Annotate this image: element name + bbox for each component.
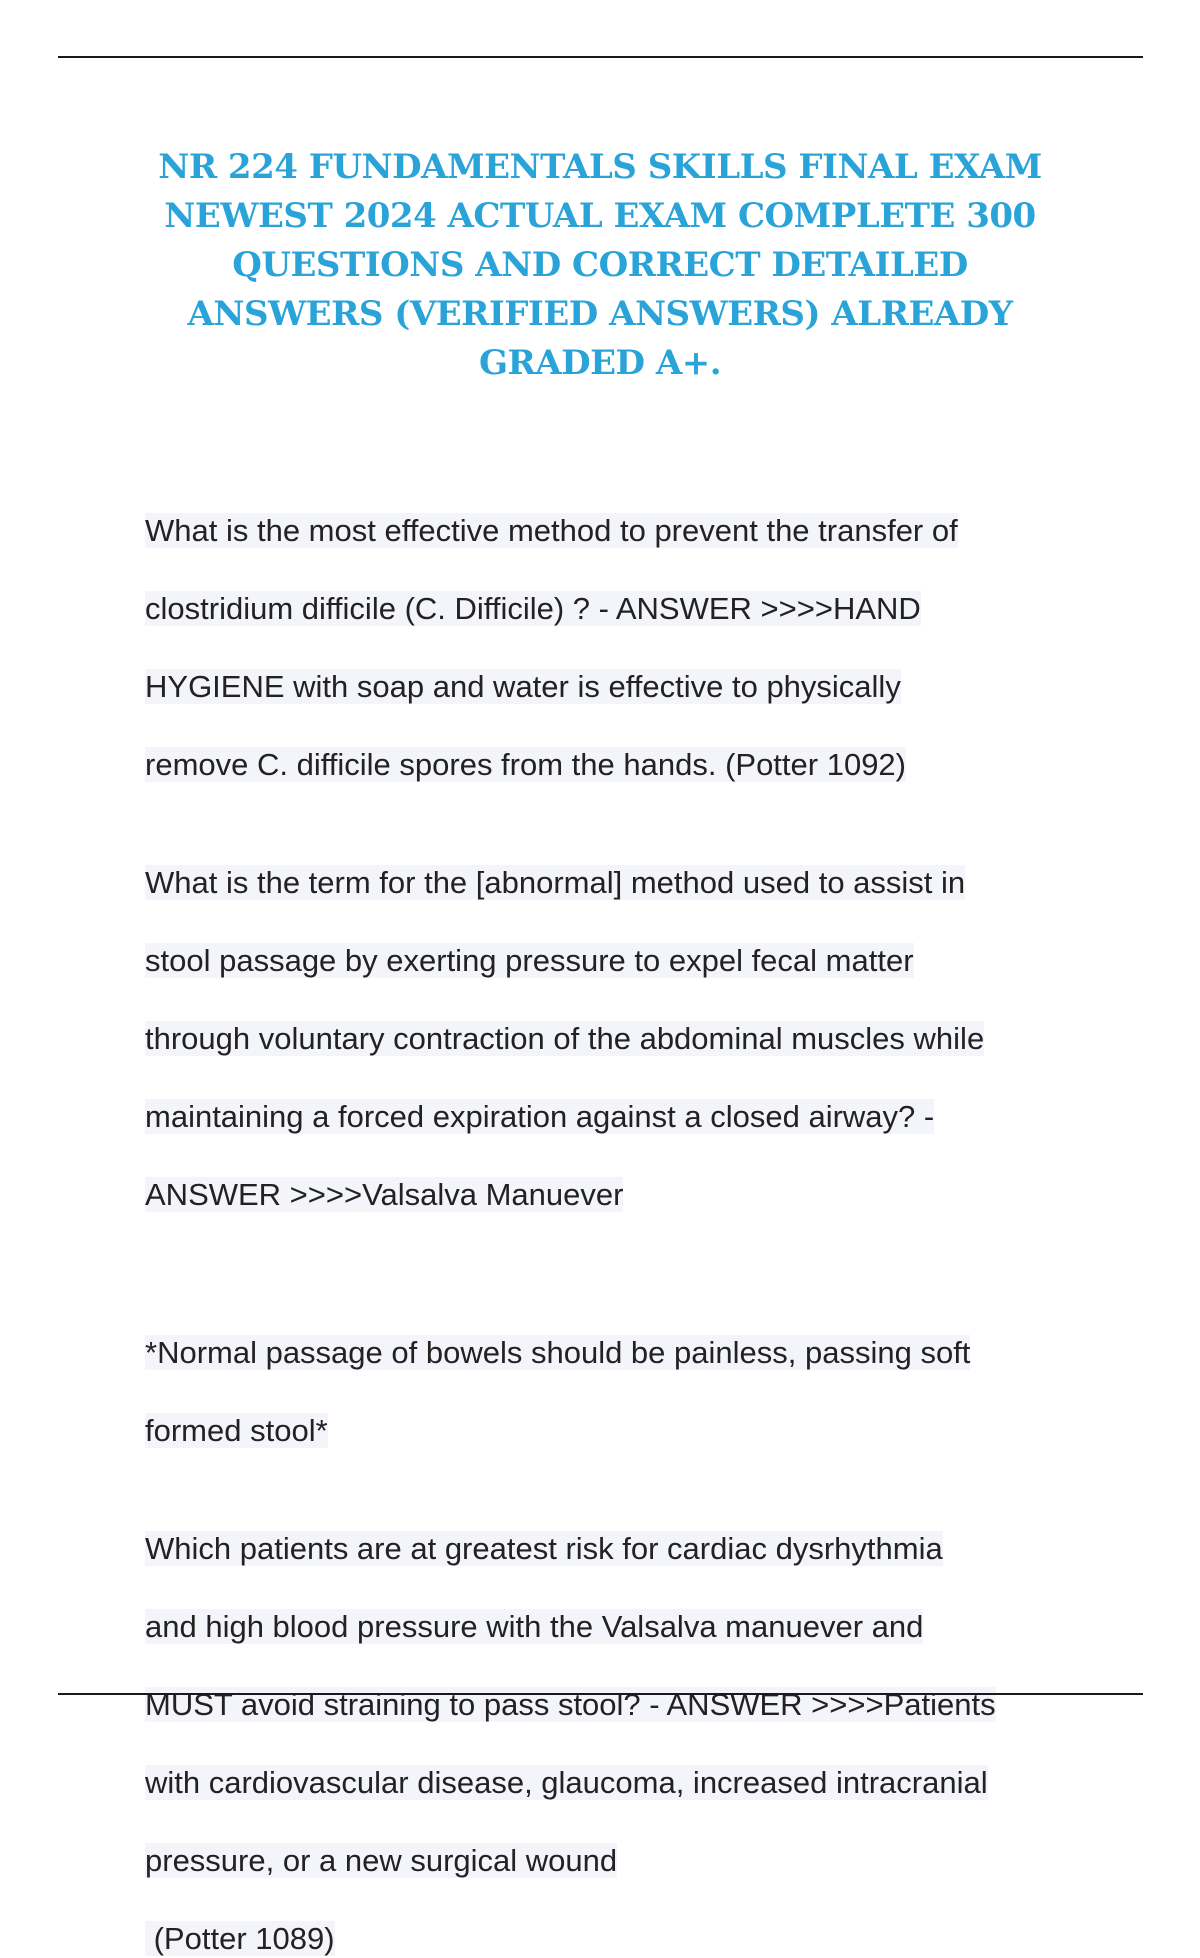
text-line: stool passage by exerting pressure to expel fecal matter xyxy=(145,943,914,978)
qa-block-risk-patients xyxy=(145,1490,1105,1958)
text-line: pressure, or a new surgical wound xyxy=(145,1843,618,1878)
text-line: *Normal passage of bowels should be painless, passing soft xyxy=(145,1335,971,1370)
text-line: and high blood pressure with the Valsalva manuever and xyxy=(145,1609,924,1644)
text-line: ANSWER >>>>Valsalva Manuever xyxy=(145,1177,624,1212)
text-line: What is the most effective method to prevent the transfer of xyxy=(145,513,958,548)
text-line: formed stool* xyxy=(145,1413,328,1448)
document-title xyxy=(150,143,1050,388)
text-line: HYGIENE with soap and water is effective to physically xyxy=(145,669,901,704)
title-line: NR 224 FUNDAMENTALS SKILLS FINAL EXAM xyxy=(158,147,1042,187)
text-line: What is the term for the [abnormal] method used to assist in xyxy=(145,865,966,900)
note-block-normal-passage xyxy=(145,1294,1105,1450)
text-line: clostridium difficile (C. Difficile) ? - ANSWER >>>>HAND xyxy=(145,591,921,626)
text-line: maintaining a forced expiration against a closed airway? - xyxy=(145,1099,935,1134)
qa-block-hand-hygiene xyxy=(145,472,1105,784)
text-line: MUST avoid straining to pass stool? - ANSWER >>>>Patients xyxy=(145,1687,996,1722)
qa-block-valsalva xyxy=(145,824,1105,1214)
document-body xyxy=(145,472,1105,1958)
title-line: QUESTIONS AND CORRECT DETAILED xyxy=(232,245,968,285)
text-line: Which patients are at greatest risk for cardiac dysrhythmia xyxy=(145,1531,943,1566)
title-line: ANSWERS (VERIFIED ANSWERS) ALREADY xyxy=(187,294,1013,334)
top-rule xyxy=(58,56,1143,58)
text-line: remove C. difficile spores from the hands. (Potter 1092) xyxy=(145,747,906,782)
title-line: NEWEST 2024 ACTUAL EXAM COMPLETE 300 xyxy=(164,196,1036,236)
bottom-rule xyxy=(58,1693,1143,1695)
title-line: GRADED A+. xyxy=(478,343,722,383)
text-line: with cardiovascular disease, glaucoma, increased intracranial xyxy=(145,1765,988,1800)
text-line: through voluntary contraction of the abdominal muscles while xyxy=(145,1021,985,1056)
text-line: (Potter 1089) xyxy=(145,1921,335,1956)
